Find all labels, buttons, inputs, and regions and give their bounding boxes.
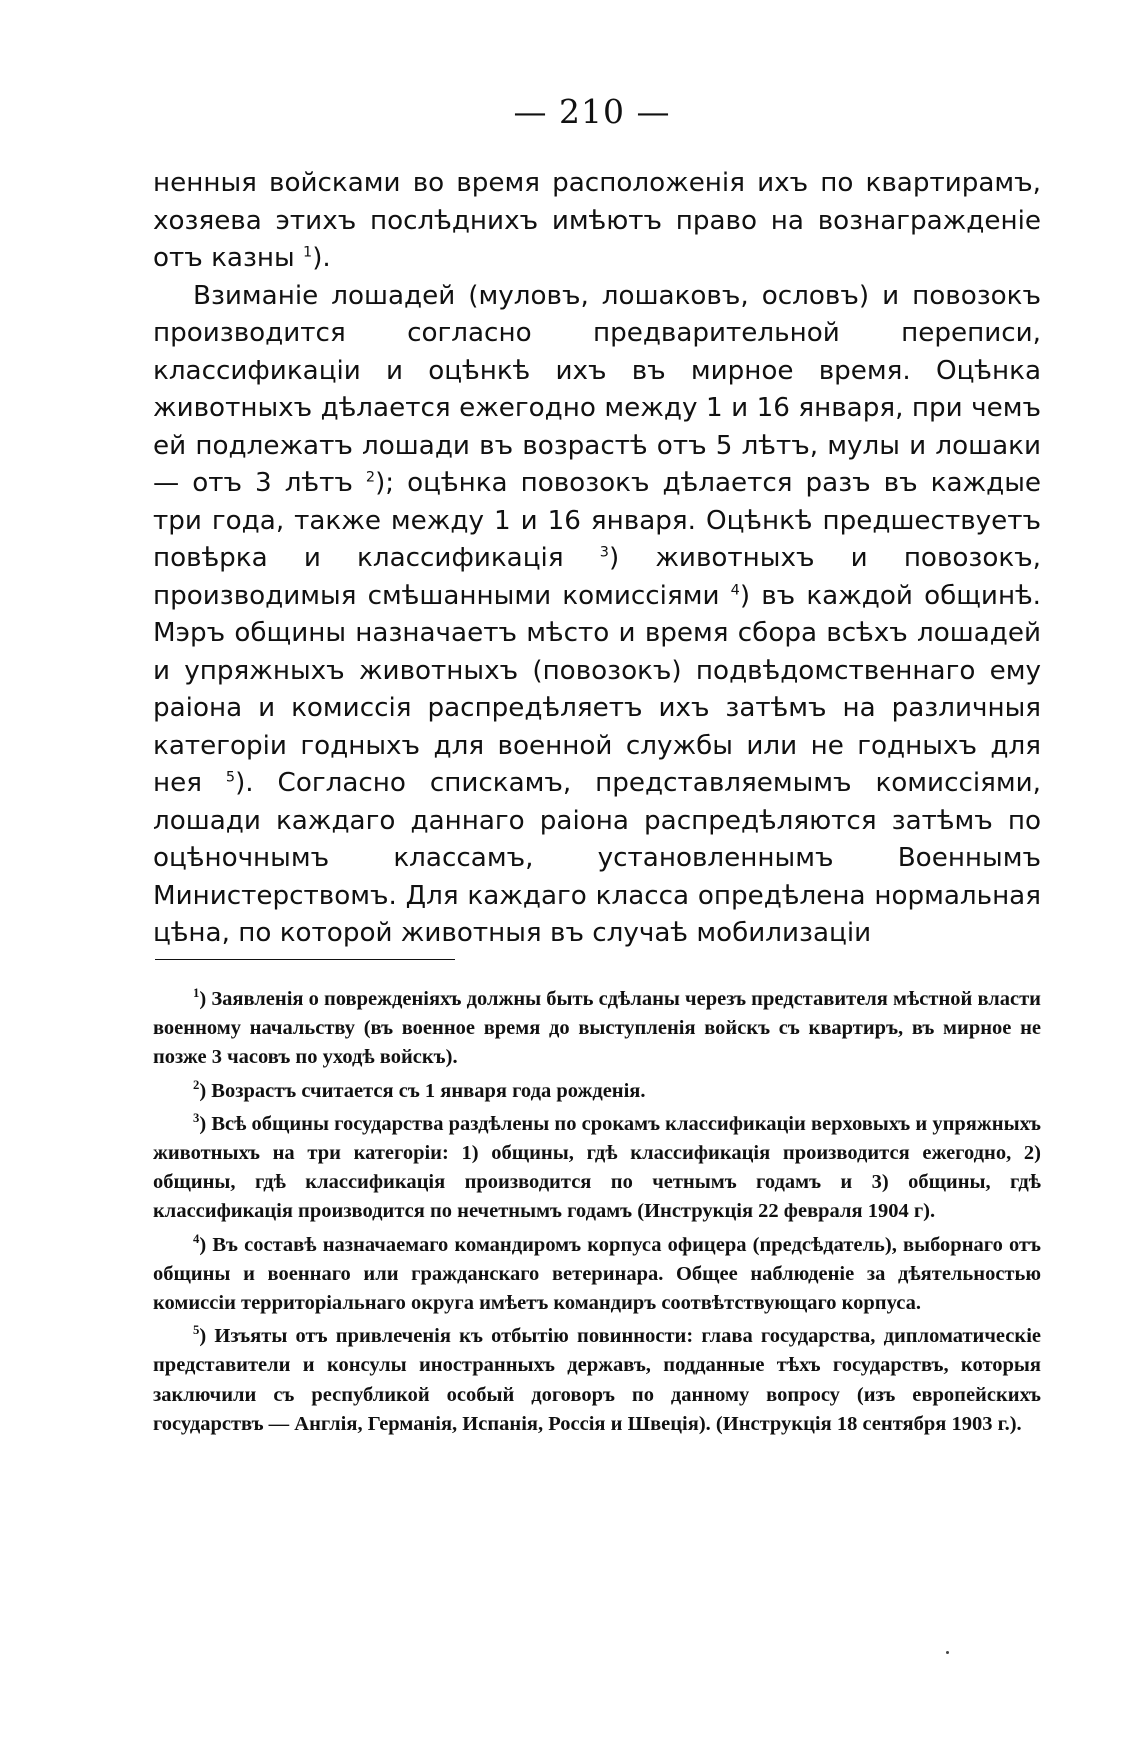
paragraph-1-text: ненныя войсками во время расположенія ихъ по квартирамъ, хозяева этихъ послѣднихъ имѣютъ право на вознагражденіе отъ казны [153,168,1041,273]
footnote-4 [153,1231,1041,1319]
footnote-5 [153,1322,1041,1439]
footnote-divider [155,959,455,960]
footnote-3 [153,1110,1041,1227]
footnote-ref-3: 3 [599,544,609,561]
footnote-text: ) Возрастъ считается съ 1 января года рожденія. [199,1079,646,1102]
scan-speck [946,1651,949,1654]
footnote-text: ) Заявленія о поврежденіяхъ должны быть сдѣланы черезъ представителя мѣстной власти военному начальству (въ военное время до выступленія войскъ съ квартиръ, въ мирное не позже 3 часовъ по уходѣ войскъ). [153,988,1041,1069]
footnote-text: ) Изъяты отъ привлеченія къ отбытію повинности: глава государства, дипломатическіе представители и консулы иностранныхъ державъ, подданные тѣхъ государствъ, которыя заключили съ республикой особый договоръ по данному вопросу (изъ европейскихъ государствъ — Англія, Германія, Испанія, Россія и Швеція). (Инструкція 18 сентября 1903 г.). [153,1325,1041,1435]
page-number: — 210 — [513,92,671,131]
paragraph-1-end: ). [312,243,331,273]
paragraph-2-part-e: ). Согласно спискамъ, представляемымъ комиссіями, лошади каждаго даннаго раіона распредѣляются затѣмъ по оцѣночнымъ классамъ, установленнымъ Военнымъ Министерствомъ. Для каждаго класса опредѣлена нормальная цѣна, по которой животныя въ случаѣ мобилизаціи [153,768,1041,948]
footnote-ref-1: 1 [303,244,313,261]
paragraph-horse-requisition [153,278,1041,953]
footnote-ref-2: 2 [365,469,376,486]
main-text [153,165,1041,953]
paragraph-2-part-a: Взиманіе лошадей (муловъ, лошаковъ, ословъ) и повозокъ производится согласно предварительной переписи, классификаціи и оцѣнкѣ ихъ въ мирное время. Оцѣнка животныхъ дѣлается ежегодно между 1 и 16 января, при чемъ ей подлежатъ лошади въ возрастѣ отъ 5 лѣтъ, мулы и лошаки— отъ 3 лѣтъ [153,280,1041,498]
footnote-mark: 2 [193,1077,200,1092]
footnote-2 [153,1077,1041,1106]
paragraph-2-part-b: ); оцѣнка повозокъ дѣлается разъ въ каждые три года, также между 1 и 16 января. Оцѣнкѣ предшествуетъ повѣрка и классификація [153,468,1042,573]
footnote-text: ) Въ составѣ назначаемаго командиромъ корпуса офицера (предсѣдатель), выборнаго отъ общины и военнаго или гражданскаго ветеринара. Общее наблюденіе за дѣятельностью комиссіи территоріальнаго округа имѣетъ командиръ соотвѣтствующаго корпуса. [153,1233,1041,1315]
footnote-text: ) Всѣ общины государства раздѣлены по срокамъ классификаціи верховыхъ и упряжныхъ животныхъ на три категоріи: 1) общины, гдѣ классификація производится ежегодно, 2) общины, гдѣ классификація производится по четнымъ годамъ и 3) общины, гдѣ классификація производится по нечетнымъ годамъ (Инструкція 22 февраля 1904 г). [153,1112,1041,1223]
footnote-ref-4: 4 [730,581,740,598]
footnote-mark: 5 [193,1323,200,1338]
paragraph-2-part-d: ) въ каждой общинѣ. Мэръ общины назначаетъ мѣсто и время сбора всѣхъ лошадей и упряжныхъ животныхъ (повозокъ) подвѣдомственнаго ему раіона и комиссія распредѣляетъ ихъ затѣмъ на различныя категоріи годныхъ для военной службы или не годныхъ для нея [153,580,1041,798]
footnote-1 [153,985,1041,1073]
footnotes [153,985,1041,1443]
paragraph-2-part-c: ) животныхъ и повозокъ, производимыя смѣшанными комиссіями [153,543,1042,611]
footnote-mark: 3 [193,1110,200,1125]
footnote-mark: 1 [193,986,200,1001]
footnote-ref-5: 5 [225,769,236,786]
footnote-mark: 4 [193,1231,200,1246]
paragraph-continuation [153,165,1041,278]
